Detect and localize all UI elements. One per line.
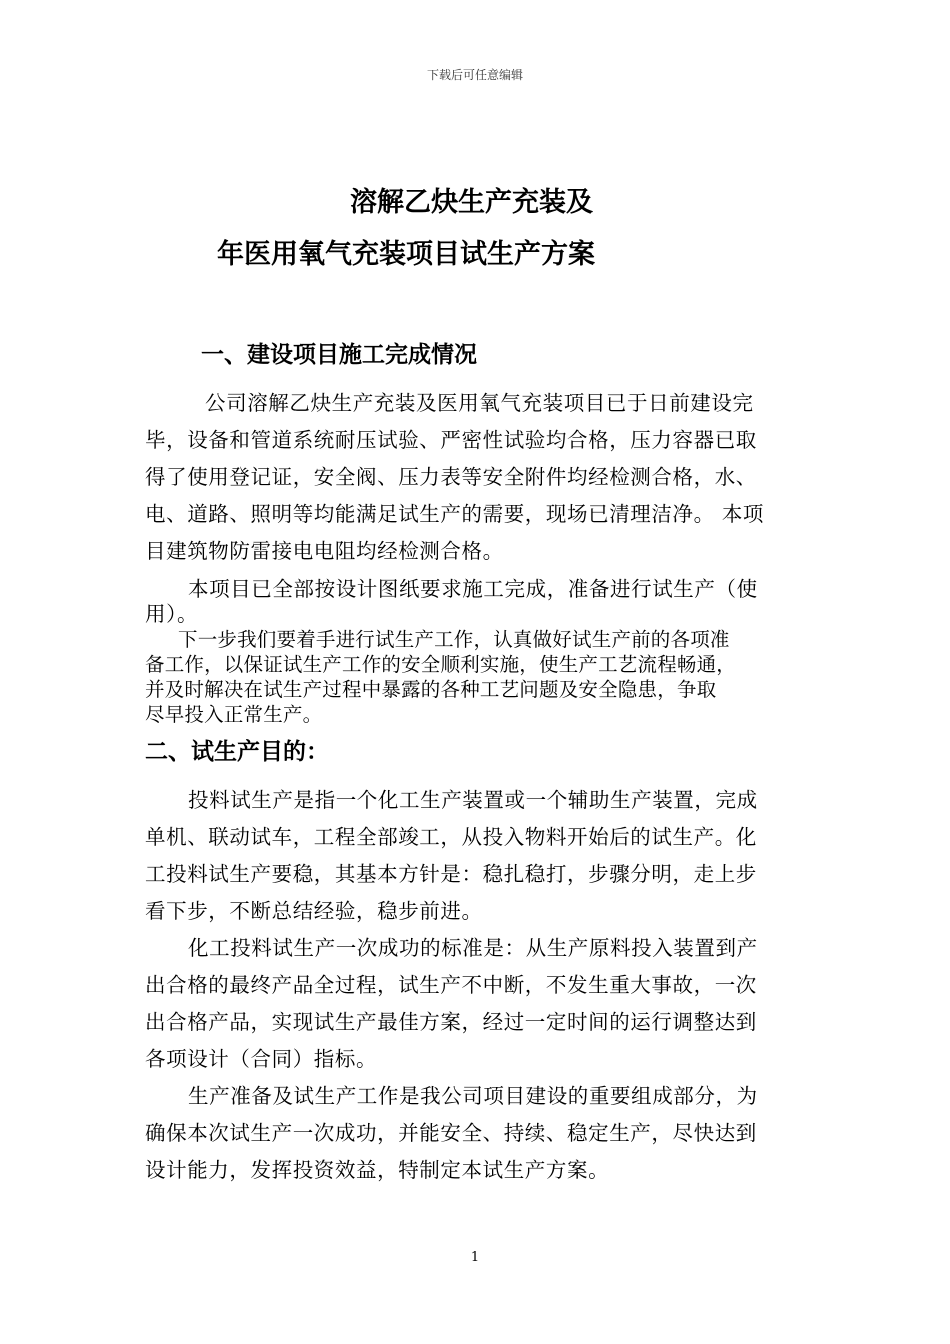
- s1-p3-line: 下一步我们要着手进行试生产工作，认真做好试生产前的各项准: [178, 628, 730, 651]
- s2-p1-line: 投料试生产是指一个化工生产装置或一个辅助生产装置，完成: [188, 788, 758, 812]
- s1-p1-line: 得了使用登记证，安全阀、压力表等安全附件均经检测合格，水、: [145, 465, 757, 489]
- s2-p3-line: 生产准备及试生产工作是我公司项目建设的重要组成部分，为: [188, 1084, 758, 1108]
- page-header: 下载后可任意编辑: [426, 68, 523, 82]
- section-1-heading: 一、建设项目施工完成情况: [201, 342, 477, 368]
- s2-p2-line: 出合格产品，实现试生产最佳方案，经过一定时间的运行调整达到: [145, 1010, 757, 1034]
- s1-p1-line: 公司溶解乙炔生产充装及医用氧气充装项目已于日前建设完: [205, 391, 754, 415]
- s1-p1-line: 毕，设备和管道系统耐压试验、严密性试验均合格，压力容器已取: [145, 428, 757, 452]
- s1-p3-line: 尽早投入正常生产。: [145, 703, 323, 726]
- title-line-1: 溶解乙炔生产充装及: [350, 187, 593, 218]
- s1-p1-line: 目建筑物防雷接电电阻均经检测合格。: [145, 539, 504, 563]
- section-2-heading: 二、试生产目的：: [145, 739, 329, 765]
- s2-p2-line: 化工投料试生产一次成功的标准是：从生产原料投入装置到产: [188, 936, 758, 960]
- s1-p1-line: 电、道路、照明等均能满足试生产的需要，现场已清理洁净。 本项: [145, 502, 765, 526]
- s2-p2-line: 各项设计（合同）指标。: [145, 1047, 378, 1071]
- s2-p1-line: 单机、联动试车，工程全部竣工，从投入物料开始后的试生产。化: [145, 825, 757, 849]
- s1-p3-line: 备工作，以保证试生产工作的安全顺利实施，使生产工艺流程畅通，: [145, 653, 737, 676]
- s2-p1-line: 看下步，不断总结经验，稳步前进。: [145, 899, 483, 923]
- s1-p2-line: 本项目已全部按设计图纸要求施工完成，准备进行试生产（使: [188, 577, 758, 601]
- s2-p1-line: 工投料试生产要稳，其基本方针是：稳扎稳打，步骤分明，走上步: [145, 862, 757, 886]
- s2-p3-line: 确保本次试生产一次成功，并能安全、持续、稳定生产，尽快达到: [145, 1121, 757, 1145]
- title-line-2: 年医用氧气充装项目试生产方案: [217, 239, 595, 270]
- page-number: 1: [470, 1250, 480, 1265]
- s2-p2-line: 出合格的最终产品全过程，试生产不中断，不发生重大事故，一次: [145, 973, 757, 997]
- s1-p2-line: 用）。: [145, 602, 199, 626]
- s2-p3-line: 设计能力，发挥投资效益，特制定本试生产方案。: [145, 1158, 610, 1182]
- s1-p3-line: 并及时解决在试生产过程中暴露的各种工艺问题及安全隐患，争取: [145, 678, 717, 701]
